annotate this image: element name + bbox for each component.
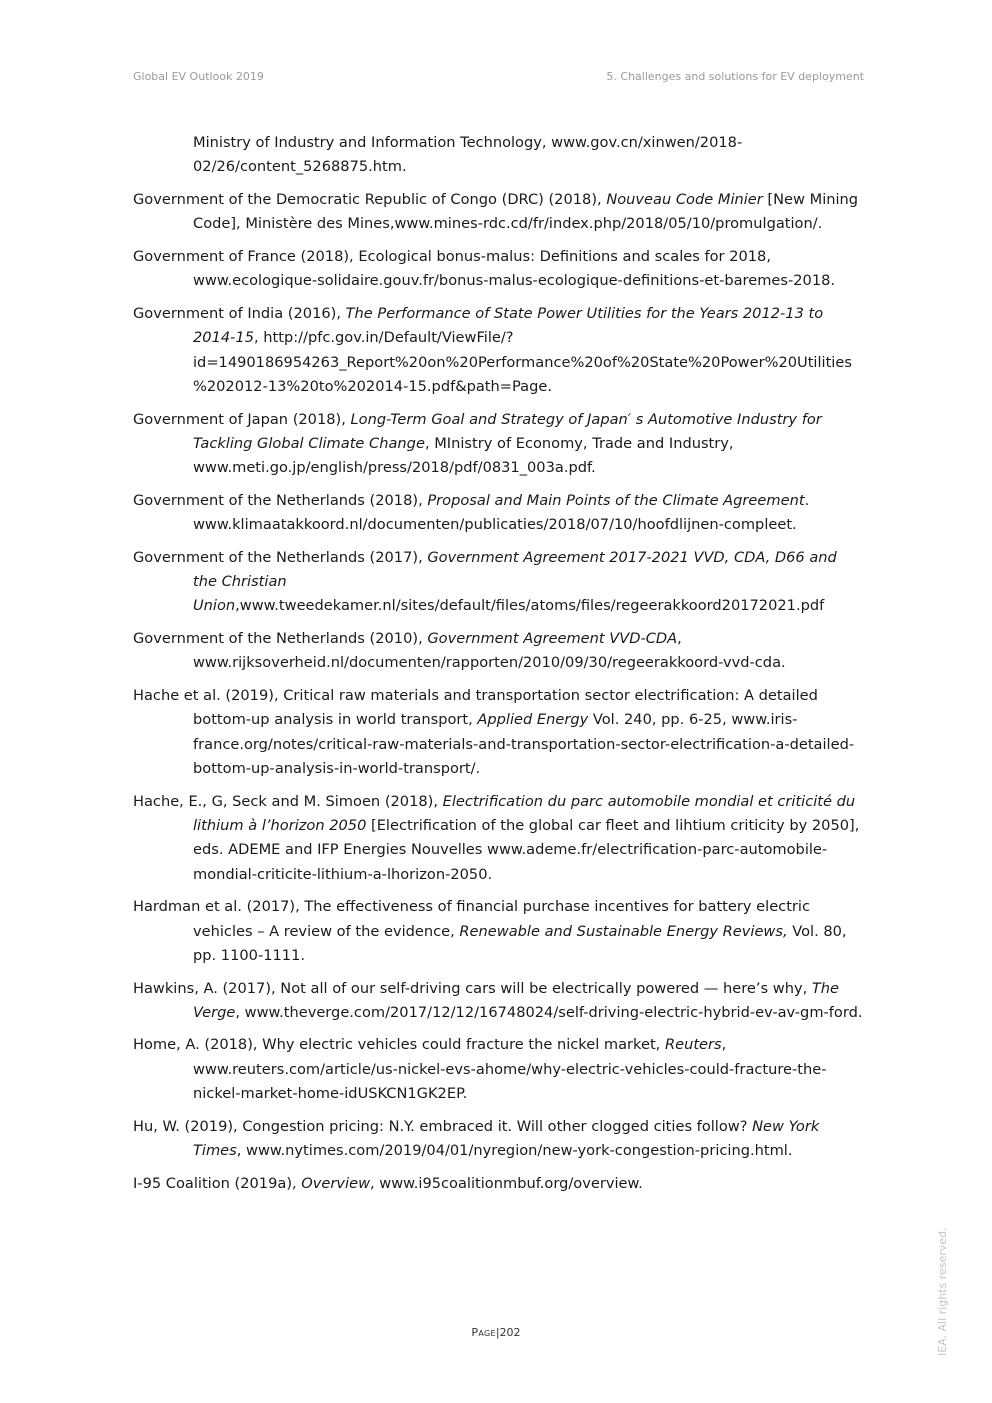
reference-list [133, 131, 863, 1204]
reference-entry [133, 245, 863, 294]
reference-citation: Hache et al. (2019), Critical raw materials and transportation sector electrification: A detailed bottom-up analysis in world transport, [133, 687, 818, 729]
header-chapter-title: 5. Challenges and solutions for EV deployment [606, 70, 864, 83]
reference-citation: Government of the Netherlands (2010), [133, 630, 428, 648]
reference-title: The Performance of State Power Utilities for the Years 2012-13 to 2014-15 [193, 304, 824, 347]
reference-citation: Home, A. (2018), Why electric vehicles could fracture the nickel market, [133, 1036, 665, 1054]
reference-source: ,www.tweedekamer.nl/sites/default/files/atoms/files/regeerakkoord20172021.pdf [235, 597, 825, 615]
reference-entry [133, 627, 863, 676]
reference-source: , www.nytimes.com/2019/04/01/nyregion/new-york-congestion-pricing.html. [236, 1142, 793, 1160]
reference-citation: Government of the Democratic Republic of Congo (DRC) (2018), [133, 190, 607, 208]
reference-citation: Government of the Netherlands (2017), [133, 548, 428, 566]
reference-title: Government Agreement VVD-CDA [427, 630, 678, 648]
reference-source: Vol. 240, pp. 6-25, www.iris-france.org/notes/critical-raw-materials-and-transportation-sector-electrification-a-detailed-bottom-up-analysis-in-world-transport/. [193, 711, 855, 777]
reference-entry [133, 684, 863, 781]
reference-entry [133, 1115, 863, 1164]
reference-citation: Hache, E., G, Seck and M. Simoen (2018), [133, 792, 443, 810]
reference-citation: Hardman et al. (2017), The effectiveness of financial purchase incentives for battery electric vehicles – A review of the evidence, [133, 898, 810, 940]
reference-source: [New Mining Code], Ministère des Mines,www.mines-rdc.cd/fr/index.php/2018/05/10/promulgation/. [193, 190, 859, 233]
page-number: 202 [499, 1326, 521, 1339]
page-separator: | [495, 1326, 500, 1339]
reference-text: Government of France (2018), Ecological bonus-malus: Definitions and scales for 2018, www.ecologique-solidaire.gouv.fr/bonus-malus-ecologique-definitions-et-baremes-2018. [133, 247, 836, 290]
reference-title: Government Agreement 2017-2021 VVD, CDA, D66 and the Christian Union [193, 548, 837, 615]
reference-entry [133, 131, 863, 180]
reference-citation: Government of India (2016), [133, 304, 346, 322]
reference-source: , www.theverge.com/2017/12/12/16748024/self-driving-electric-hybrid-ev-av-gm-ford. [235, 1003, 863, 1021]
reference-source: , MInistry of Economy, Trade and Industry, www.meti.go.jp/english/press/2018/pdf/0831_003a.pdf. [193, 434, 734, 477]
reference-citation: I-95 Coalition (2019a), [133, 1174, 302, 1192]
reference-title: Electrification du parc automobile mondial et criticité du lithium à l’horizon 2050 [193, 792, 856, 834]
reference-title: Applied Energy [477, 711, 589, 729]
reference-title: New York Times [193, 1117, 820, 1160]
reference-source: , www.i95coalitionmbuf.org/overview. [370, 1174, 643, 1192]
reference-title: Long-Term Goal and Strategy of Japan′ s Automotive Industry for Tackling Global Climate Change [193, 410, 822, 452]
reference-source: [Electrification of the global car fleet and lihtium criticity by 2050], eds. ADEME and IFP Energies Nouvelles www.ademe.fr/electrification-parc-automobile-mondial-criticite-lithium-a-lhorizon-2050. [193, 816, 860, 883]
reference-entry [133, 489, 863, 538]
reference-title: Proposal and Main Points of the Climate Agreement [427, 491, 805, 509]
reference-entry [133, 1033, 863, 1106]
reference-entry [133, 790, 863, 887]
reference-title: Renewable and Sustainable Energy Reviews, [459, 922, 788, 940]
header-document-title: Global EV Outlook 2019 [133, 70, 264, 83]
reference-entry [133, 408, 863, 481]
reference-citation: Government of the Netherlands (2018), [133, 491, 428, 509]
reference-source: . www.klimaatakkoord.nl/documenten/publicaties/2018/07/10/hoofdlijnen-compleet. [193, 491, 810, 534]
reference-source: , http://pfc.gov.in/Default/ViewFile/?id=1490186954263_Report%20on%20Performance%20of%20State%20Power%20Utilities%202012-13%20to%202014-15.pdf&path=Page. [193, 329, 852, 395]
reference-entry [133, 546, 863, 619]
reference-source: , www.rijksoverheid.nl/documenten/rapporten/2010/09/30/regeerakkoord-vvd-cda. [193, 630, 786, 672]
reference-source: Vol. 80, pp. 1100-1111. [193, 922, 847, 964]
reference-citation: Hu, W. (2019), Congestion pricing: N.Y. embraced it. Will other clogged cities follow? [133, 1117, 753, 1135]
reference-entry [133, 302, 863, 399]
page-footer [0, 1326, 992, 1339]
reference-title: The Verge [193, 979, 840, 1021]
page-label: Page [471, 1326, 496, 1339]
reference-entry [133, 1172, 863, 1196]
reference-entry [133, 895, 863, 968]
reference-text: Ministry of Industry and Information Technology, www.gov.cn/xinwen/2018-02/26/content_5268875.htm. [193, 134, 743, 176]
reference-title: Reuters [664, 1036, 722, 1054]
reference-citation: Hawkins, A. (2017), Not all of our self-driving cars will be electrically powered — here’s why, [133, 979, 812, 997]
reference-entry [133, 977, 863, 1026]
copyright-notice: IEA. All rights reserved. [936, 1227, 949, 1356]
reference-title: Nouveau Code Minier [606, 190, 763, 208]
reference-citation: Government of Japan (2018), [133, 410, 351, 428]
reference-source: , www.reuters.com/article/us-nickel-evs-ahome/why-electric-vehicles-could-fracture-the-nickel-market-home-idUSKCN1GK2EP. [193, 1036, 827, 1103]
reference-title: Overview [301, 1174, 371, 1192]
reference-entry [133, 188, 863, 237]
